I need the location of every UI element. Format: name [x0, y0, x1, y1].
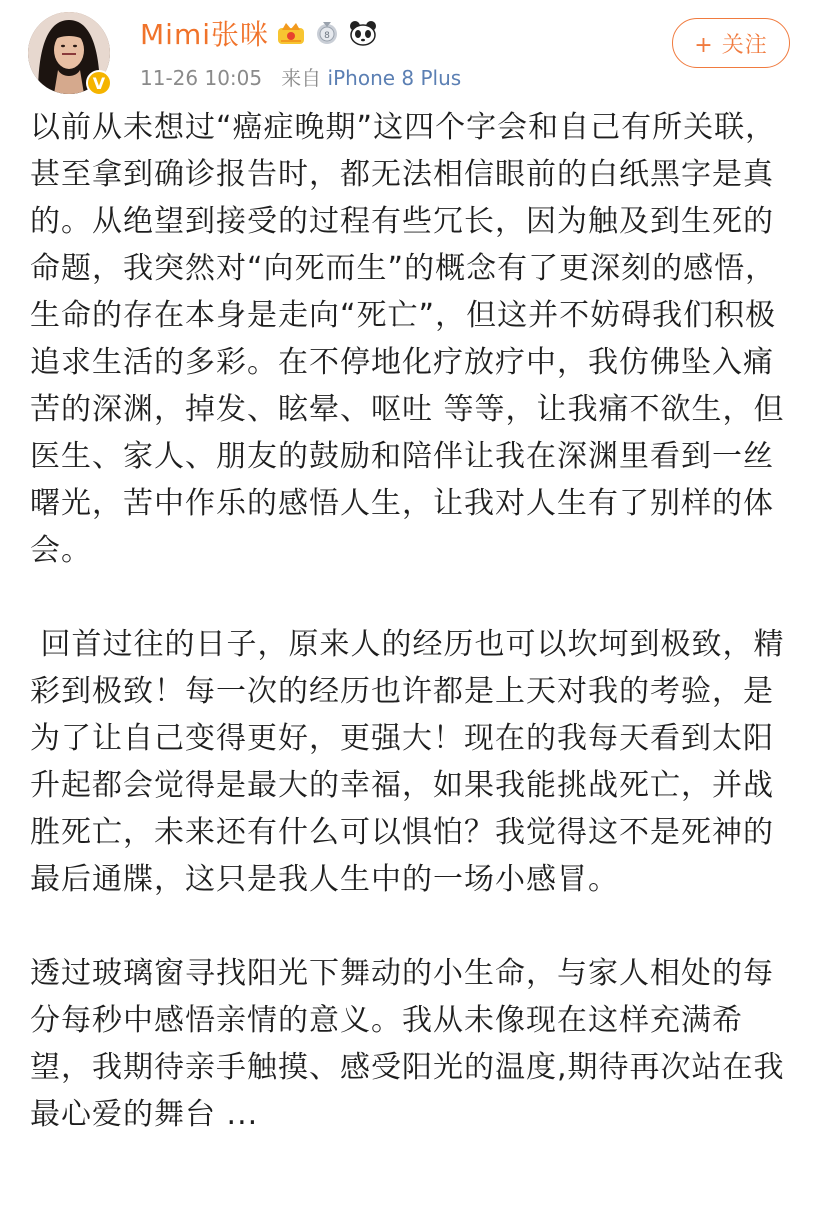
follow-button[interactable]: [672, 18, 790, 68]
username-row: [140, 12, 377, 54]
avatar-container[interactable]: [28, 12, 110, 94]
crown-icon[interactable]: [277, 19, 305, 47]
post-meta: [140, 62, 461, 91]
post-body: [30, 104, 800, 1138]
verified-icon: V: [86, 70, 112, 96]
post-source-prefix: 来自: [281, 66, 322, 90]
panda-icon[interactable]: [349, 19, 377, 47]
post-time: 11-26 10:05: [140, 66, 263, 90]
svg-text:8: 8: [324, 31, 330, 41]
medal-icon[interactable]: [313, 19, 341, 47]
post-header: [0, 0, 818, 110]
author-name[interactable]: Mimi张咪: [140, 18, 269, 51]
post-source-app[interactable]: iPhone 8 Plus: [327, 66, 462, 90]
post-paragraph-1: 以前从未想过“癌症晚期”这四个字会和自己有所关联，甚至拿到确诊报告时，都无法相信眼前的白纸黑字是真的。从绝望到接受的过程有些冗长，因为触及到生死的命题，我突然对“向死而生”的概念有了更深刻的感悟，生命的存在本身是走向“死亡”，但这并不妨碍我们积极追求生活的多彩。在不停地化疗放疗中，我仿佛坠入痛苦的深渊，掉发、眩晕、呕吐 等等，让我痛不欲生，但医生、家人、朋友的鼓励和陪伴让我在深渊里看到一丝曙光，苦中作乐的感悟人生，让我对人生有了别样的体会。: [30, 110, 785, 568]
post-paragraph-3: 透过玻璃窗寻找阳光下舞动的小生命，与家人相处的每分每秒中感悟亲情的意义。我从未像现在这样充满希望，我期待亲手触摸、感受阳光的温度,期待再次站在我最心爱的舞台 ...: [30, 956, 785, 1132]
follow-label: + 关注: [694, 32, 768, 58]
post-paragraph-2: 回首过往的日子，原来人的经历也可以坎坷到极致，精彩到极致！每一次的经历也许都是上天对我的考验，是为了让自己变得更好，更强大！现在的我每天看到太阳升起都会觉得是最大的幸福，如果我能挑战死亡，并战胜死亡，未来还有什么可以惧怕？我觉得这不是死神的最后通牒，这只是我人生中的一场小感冒。: [30, 627, 785, 897]
